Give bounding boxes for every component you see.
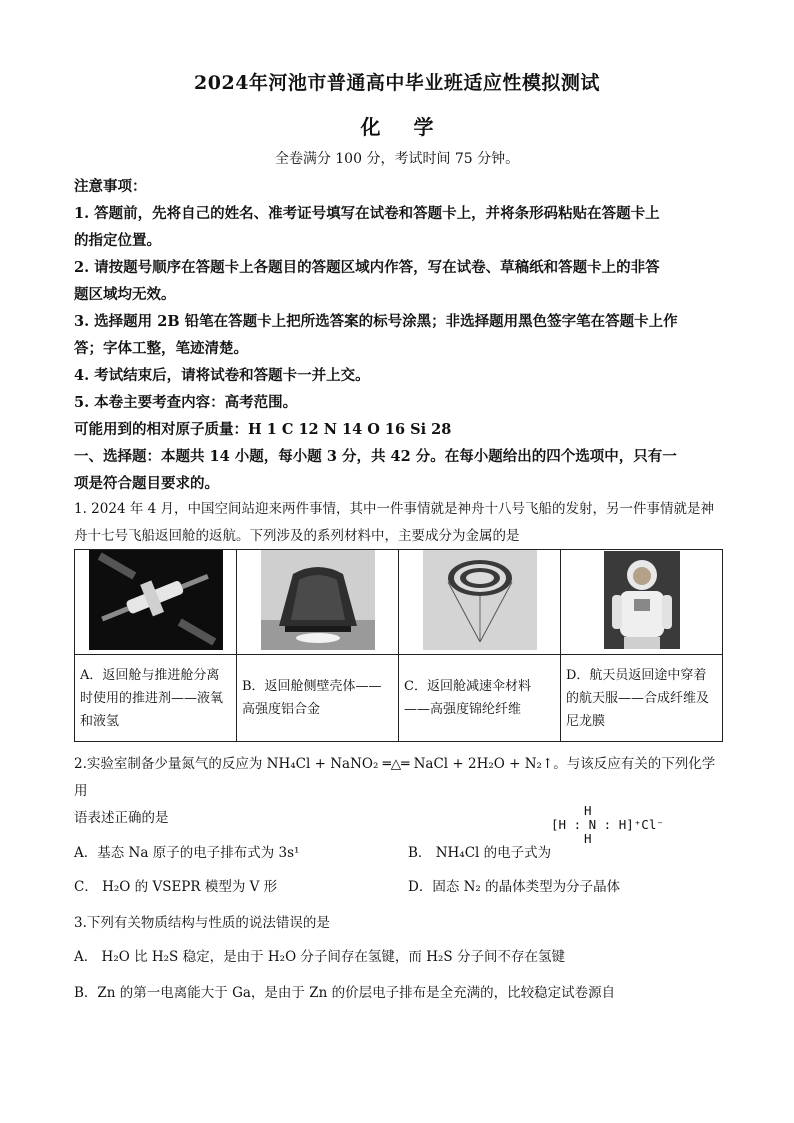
question-3-option-a: A． H₂O 比 H₂S 稳定，是由于 H₂O 分子间存在氢键，而 H₂S 分子间不存在氢键 — [74, 949, 565, 965]
space-station-photo — [89, 550, 223, 650]
question-1-line-1: 1. 2024 年 4 月，中国空间站迎来两件事情，其中一件事情就是神舟十八号飞船的发射，另一件事情就是神 — [74, 501, 714, 517]
exam-title: 2024年河池市普通高中毕业班适应性模拟测试 — [194, 72, 600, 94]
return-capsule-photo — [261, 550, 375, 650]
option-a-image-cell — [75, 550, 237, 655]
option-c-text: C．返回舱减速伞材料——高强度锦纶纤维 — [399, 655, 561, 742]
astronaut-photo — [604, 551, 680, 649]
parachute-photo — [423, 550, 537, 650]
question-2-option-d: D．固态 N₂ 的晶体类型为分子晶体 — [408, 879, 621, 895]
option-d-image-cell — [561, 550, 723, 655]
option-a-text: A．返回舱与推进舱分离时使用的推进剂——液氧和液氢 — [75, 655, 237, 742]
notes-section — [74, 173, 726, 497]
option-c-image-cell — [399, 550, 561, 655]
notes-heading: 注意事项： — [74, 178, 147, 195]
section-1-line-1: 一、选择题：本题共 14 小题，每小题 3 分，共 42 分。在每小题给出的四个选项中，只有一 — [74, 448, 677, 465]
note-2-line-2: 题区域均无效。 — [74, 286, 176, 303]
note-4: 4. 考试结束后，请将试卷和答题卡一并上交。 — [74, 367, 370, 384]
question-1 — [74, 496, 726, 550]
exam-subtitle: 全卷满分 100 分，考试时间 75 分钟。 — [274, 151, 520, 167]
subject-title: 化 学 — [360, 115, 434, 139]
question-2-intro: 2.实验室制备少量氮气的反应为 NH₄Cl + NaNO₂ ═△═ NaCl + 2H₂O + N₂↑。与该反应有关的下列化学用 — [74, 756, 716, 799]
atomic-masses: 可能用到的相对原子质量：H 1 C 12 N 14 O 16 Si 28 — [74, 421, 452, 438]
note-1-line-1: 1. 答题前，先将自己的姓名、准考证号填写在试卷和答题卡上，并将条形码粘贴在答题卡上 — [74, 205, 660, 222]
esf-top-h: H — [584, 803, 592, 818]
esf-bottom-h: H — [584, 831, 592, 846]
question-1-line-2: 舟十七号飞船返回舱的返航。下列涉及的系列材料中，主要成分为金属的是 — [74, 528, 520, 544]
question-2-option-a: A．基态 Na 原子的电子排布式为 3s¹ — [74, 845, 300, 861]
note-5: 5. 本卷主要考查内容：高考范围。 — [74, 394, 298, 411]
note-1-line-2: 的指定位置。 — [74, 232, 161, 249]
note-2-line-1: 2. 请按题号顺序在答题卡上各题目的答题区域内作答，写在试卷、草稿纸和答题卡上的非答 — [74, 259, 660, 276]
section-1-line-2: 项是符合题目要求的。 — [74, 475, 219, 492]
question-3-option-b: B．Zn 的第一电离能大于 Ga，是由于 Zn 的价层电子排布是全充满的，比较稳定试卷源自 — [74, 985, 616, 1001]
question-1-options-table — [74, 549, 723, 742]
note-3-line-2: 答；字体工整，笔迹清楚。 — [74, 340, 248, 357]
option-b-image-cell — [237, 550, 399, 655]
question-3-intro: 3.下列有关物质结构与性质的说法错误的是 — [74, 915, 330, 931]
note-3-line-1: 3. 选择题用 2B 铅笔在答题卡上把所选答案的标号涂黑；非选择题用黑色签字笔在答题卡上作 — [74, 313, 678, 330]
question-2-option-b: B． NH₄Cl 的电子式为 — [408, 845, 552, 861]
ammonium-chloride-electron-formula — [551, 804, 664, 846]
question-2-option-c: C． H₂O 的 VSEPR 模型为 V 形 — [74, 879, 278, 895]
option-d-text: D．航天员返回途中穿着的航天服——合成纤维及尼龙膜 — [561, 655, 723, 742]
question-2-line-2: 语表述正确的是 — [74, 810, 169, 826]
option-b-text: B．返回舱侧壁壳体——高强度铝合金 — [237, 655, 399, 742]
esf-middle: [H : N : H]⁺Cl⁻ — [551, 817, 664, 832]
